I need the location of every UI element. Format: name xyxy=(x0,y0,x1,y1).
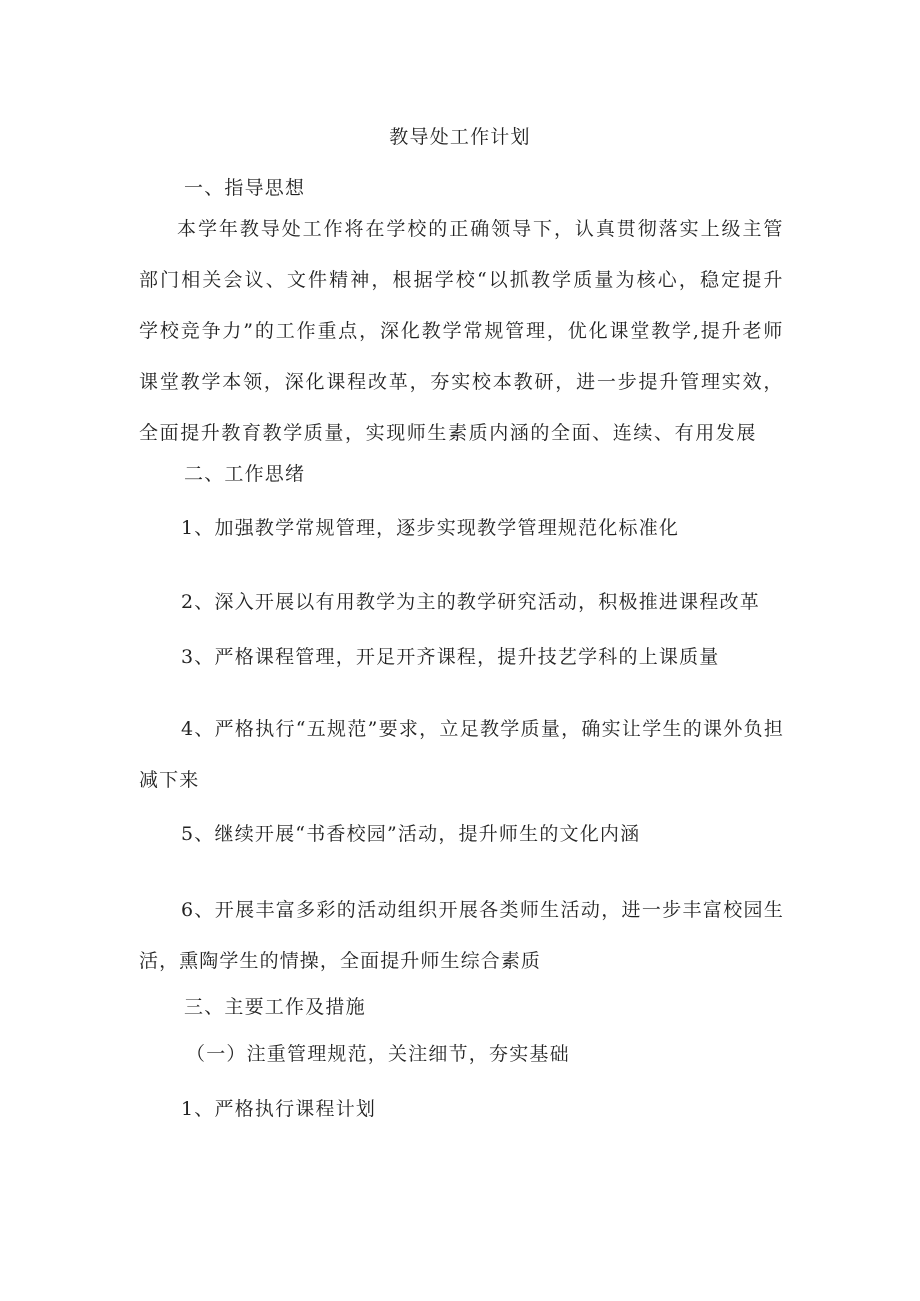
guiding-ideology-paragraph: 本学年教导处工作将在学校的正确领导下，认真贯彻落实上级主管部门相关会议、文件精神，根据学校“以抓教学质量为核心，稳定提升学校竞争力”的工作重点，深化教学常规管理，优化课堂教学,提升老师课堂教学本领，深化课程改革，夯实校本教研，进一步提升管理实效，全面提升教育教学质量，实现师生素质内涵的全面、连续、有用发展 xyxy=(139,218,784,444)
work-idea-item-6: 6、开展丰富多彩的活动组织开展各类师生活动，进一步丰富校园生活，熏陶学生的情操，全面提升师生综合素质 xyxy=(139,899,784,972)
work-idea-item-5: 5、继续开展“书香校园”活动，提升师生的文化内涵 xyxy=(181,823,641,845)
work-idea-item-3: 3、严格课程管理，开足开齐课程，提升技艺学科的上课质量 xyxy=(181,646,720,668)
work-idea-item-4: 4、严格执行“五规范”要求，立足教学质量，确实让学生的课外负担减下来 xyxy=(139,718,784,791)
section-heading-work-ideas: 二、工作思绪 xyxy=(184,463,306,485)
page-title: 教导处工作计划 xyxy=(389,126,531,148)
section-heading-guiding-ideology: 一、指导思想 xyxy=(184,177,306,199)
work-idea-item-1: 1、加强教学常规管理，逐步实现教学管理规范化标准化 xyxy=(181,517,680,539)
section-heading-main-work: 三、主要工作及措施 xyxy=(184,996,366,1018)
work-idea-item-2: 2、深入开展以有用教学为主的教学研究活动，积极推进课程改革 xyxy=(181,591,760,613)
subsection-heading-management: （一）注重管理规范，关注细节，夯实基础 xyxy=(186,1043,570,1065)
management-item-1: 1、严格执行课程计划 xyxy=(181,1098,377,1120)
